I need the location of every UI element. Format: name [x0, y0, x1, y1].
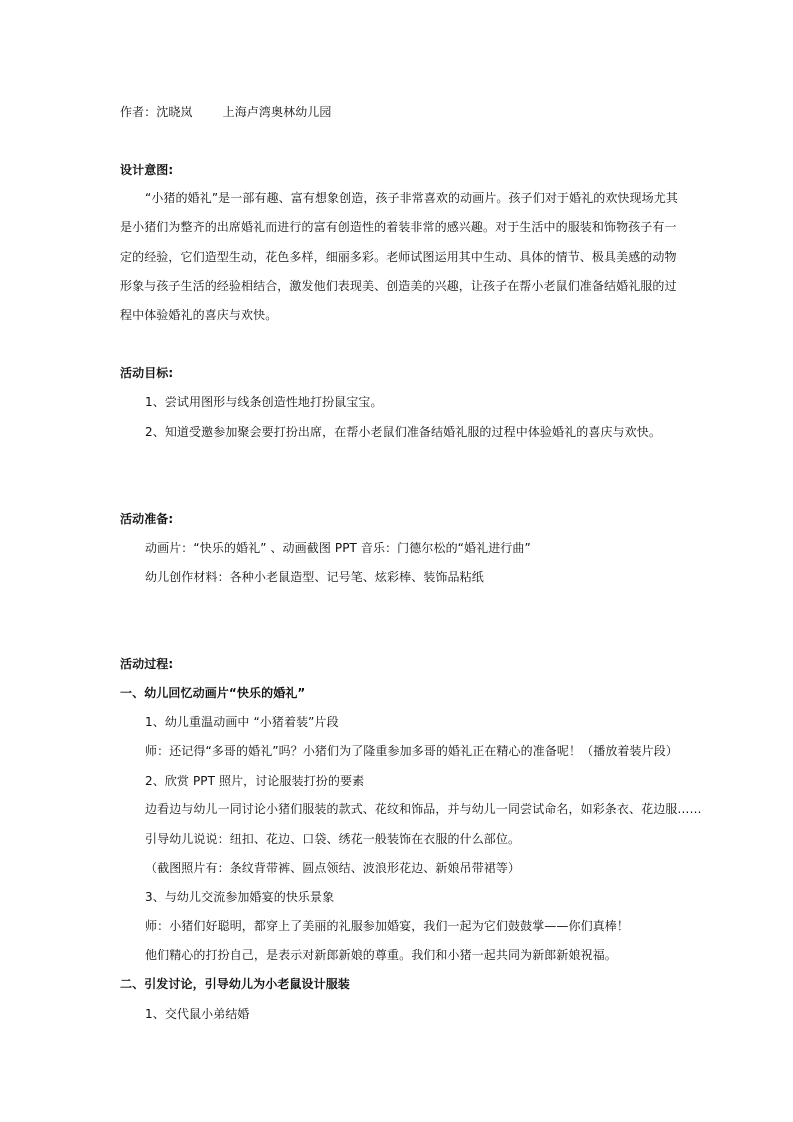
design-intent-heading: 设计意图:	[120, 163, 174, 177]
design-intent-line-5: 程中体验婚礼的喜庆与欢快。	[120, 308, 278, 322]
section1-line-7: 3、与幼儿交流参加婚宴的快乐景象	[145, 890, 335, 904]
goal-item-1: 1、尝试用图形与线条创造性地打扮鼠宝宝。	[145, 395, 383, 409]
section2-title: 二、引发讨论，引导幼儿为小老鼠设计服装	[120, 977, 350, 991]
preparation-heading: 活动准备:	[120, 512, 174, 526]
design-intent-line-1: “小猪的婚礼”是一部有趣、富有想象创造，孩子非常喜欢的动画片。孩子们对于婚礼的欢快现场尤其	[145, 191, 678, 205]
section1-line-2: 师：还记得“多哥的婚礼”吗？小猪们为了隆重参加多哥的婚礼正在精心的准备呢！（播放着装片段）	[145, 744, 678, 758]
section1-line-4: 边看边与幼儿一同讨论小猪们服装的款式、花纹和饰品，并与幼儿一同尝试命名，如彩条衣、花边服……	[145, 802, 702, 816]
goals-heading: 活动目标:	[120, 366, 174, 380]
author-line	[120, 105, 332, 119]
preparation-item-1: 动画片：“快乐的婚礼” 、动画截图 PPT 音乐：门德尔松的“婚礼进行曲”	[145, 541, 531, 555]
section1-line-9: 他们精心的打扮自己，是表示对新郎新娘的尊重。我们和小猪一起共同为新郎新娘祝福。	[145, 948, 617, 962]
section1-line-8: 师：小猪们好聪明，都穿上了美丽的礼服参加婚宴，我们一起为它们鼓鼓掌——你们真棒！	[145, 919, 630, 933]
section1-line-6: （截图照片有：条纹背带裤、圆点领结、波浪形花边、新娘吊带裙等）	[145, 861, 521, 875]
section1-title: 一、幼儿回忆动画片“快乐的婚礼”	[120, 686, 306, 700]
author-org: 上海卢湾奥林幼儿园	[222, 105, 332, 119]
preparation-item-2: 幼儿创作材料：各种小老鼠造型、记号笔、炫彩棒、装饰品粘纸	[145, 570, 484, 584]
section1-line-1: 1、幼儿重温动画中 “小猪着装”片段	[145, 715, 339, 729]
section2-line-1: 1、交代鼠小弟结婚	[145, 1007, 250, 1021]
process-heading: 活动过程:	[120, 657, 174, 671]
section1-line-3: 2、欣赏 PPT 照片，讨论服装打扮的要素	[145, 774, 365, 788]
design-intent-line-3: 定的经验，它们造型生动，花色多样，细丽多彩。老师试图运用其中生动、具体的情节、极具美感的动物	[120, 250, 677, 264]
design-intent-line-2: 是小猪们为整齐的出席婚礼而进行的富有创造性的着装非常的感兴趣。对于生活中的服装和饰物孩子有一	[120, 220, 677, 234]
goal-item-2: 2、知道受邀参加聚会要打扮出席，在帮小老鼠们准备结婚礼服的过程中体验婚礼的喜庆与欢快。	[145, 425, 661, 439]
section1-line-5: 引导幼儿说说：纽扣、花边、口袋、绣花一般装饰在衣服的什么部位。	[145, 832, 521, 846]
author-name: 作者：沈晓岚	[120, 105, 193, 119]
design-intent-line-4: 形象与孩子生活的经验相结合，激发他们表现美、创造美的兴趣，让孩子在帮小老鼠们准备结婚礼服的过	[120, 279, 677, 293]
